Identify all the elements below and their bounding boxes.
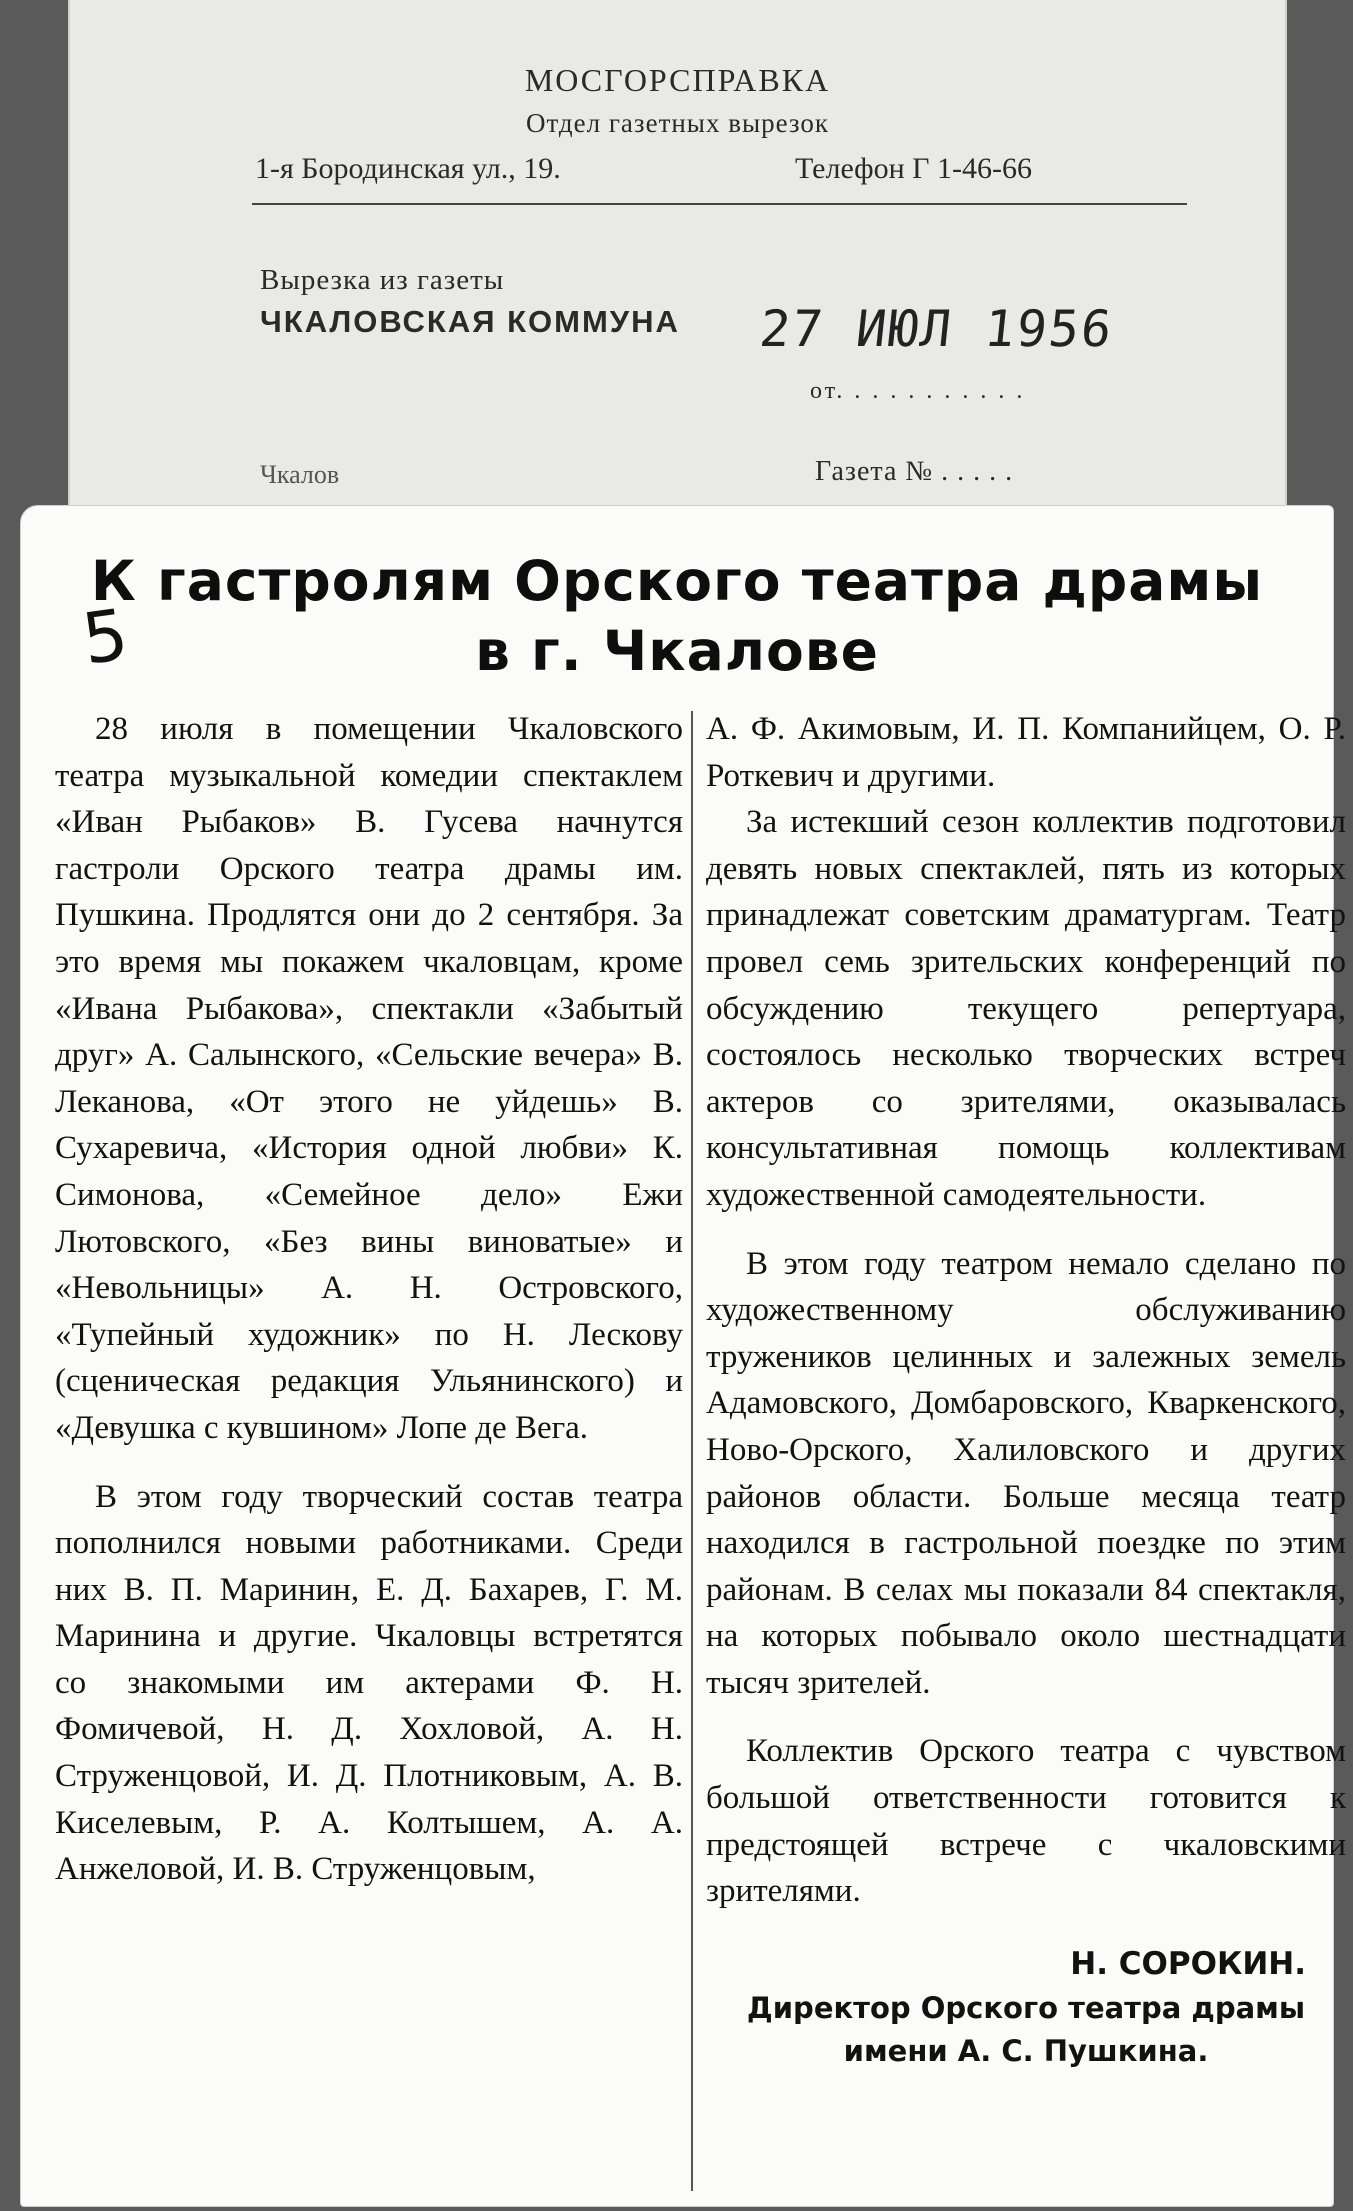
paragraph-season: За истекший сезон коллектив подготовил девять новых спектаклей, пять из которых принадлежат советским драматургам. Театр провел семь зрительских конференций по обсуждению текущего репертуара, состоялось несколько творческих встреч актеров со зрителями, оказывалась консультативная помощь коллективам художественной самодеятельности. xyxy=(706,804,1346,1213)
header-divider xyxy=(252,203,1187,205)
author-position-line-2: имени А. С. Пушкина. xyxy=(843,2034,1209,2069)
department-name: Отдел газетных вырезок xyxy=(525,108,830,138)
service-name: МОСГОРСПРАВКА xyxy=(524,62,831,98)
author-position-line-1: Директор Орского театра драмы xyxy=(746,1991,1306,2026)
headline-line-2: в г. Чкалове xyxy=(475,619,879,683)
handwritten-mark: 5 xyxy=(77,593,134,681)
paragraph-closing: Коллектив Орского театра с чувством большой ответственности готовится к предстоящей встрече с чкаловскими зрителями. xyxy=(706,1733,1346,1910)
newspaper-number-field: Газета № . . . . . xyxy=(815,456,1014,487)
clipping-service-slip xyxy=(68,0,1287,560)
from-date-field: от. . . . . . . . . . . xyxy=(810,378,1026,404)
paragraph-tour-program: 28 июля в помещении Чкаловского театра музыкальной комедии спектаклем «Иван Рыбаков» В. Гусева начнутся гастроли Орского театра драмы им. Пушкина. Продлятся они до 2 сентября. За это время мы покажем чкаловцам, кроме «Ивана Рыбакова», спектакли «Забытый друг» А. Салынского, «Сельские вечера» В. Леканова, «От этого не уйдешь» В. Сухаревича, «История одной любви» К. Симонова, «Семейное дело» Ежи Лютовского, «Без вины виноватые» и «Невольницы» А. Н. Островского, «Тупейный художник» по Н. Лескову (сценическая редакция Ульянинского) и «Девушка с кувшином» Лопе де Вега. xyxy=(55,711,683,1446)
service-phone: Телефон Г 1-46-66 xyxy=(795,152,1032,185)
paragraph-troupe: В этом году творческий состав театра пополнился новыми работниками. Среди них В. П. Маринин, Е. Д. Бахарев, Г. М. Маринина и другие. Чкаловцы встретятся со знакомыми им актерами Ф. Н. Фомичевой, Н. Д. Хохловой, А. Н. Струженцовой, И. Д. Плотниковым, А. В. Киселевым, Р. А. Колтышем, А. А. Анжеловой, И. В. Струженцовым, xyxy=(55,1478,683,1888)
city-label: Чкалов xyxy=(260,460,340,489)
cut-from-label: Вырезка из газеты xyxy=(260,264,505,296)
paragraph-troupe-continued: А. Ф. Акимовым, И. П. Компанийцем, О. Р. Роткевич и другими. xyxy=(706,711,1346,794)
headline-line-1: К гастролям Орского театра драмы xyxy=(90,549,1264,613)
left-column xyxy=(55,706,683,1893)
paragraph-virgin-lands: В этом году театром немало сделано по художественному обслуживанию тружеников целинных и залежных земель Адамовского, Домбаровского, Кваркенского, Ново-Орского, Халиловского и других районов области. Больше месяца театр находился в гастрольной поездке по этим районам. В селах мы показали 84 спектакля, на которых побывало около шестнадцати тысяч зрителей. xyxy=(706,1245,1346,1701)
column-divider xyxy=(691,711,693,2191)
service-address: 1-я Бородинская ул., 19. xyxy=(255,152,561,185)
right-column xyxy=(706,706,1346,2073)
newspaper-name: ЧКАЛОВСКАЯ КОММУНА xyxy=(260,304,680,339)
newspaper-clipping xyxy=(20,505,1346,2207)
author-signature: Н. СОРОКИН. xyxy=(1070,1945,1306,1982)
date-stamp: 27 ИЮЛ 1956 xyxy=(756,300,1117,358)
